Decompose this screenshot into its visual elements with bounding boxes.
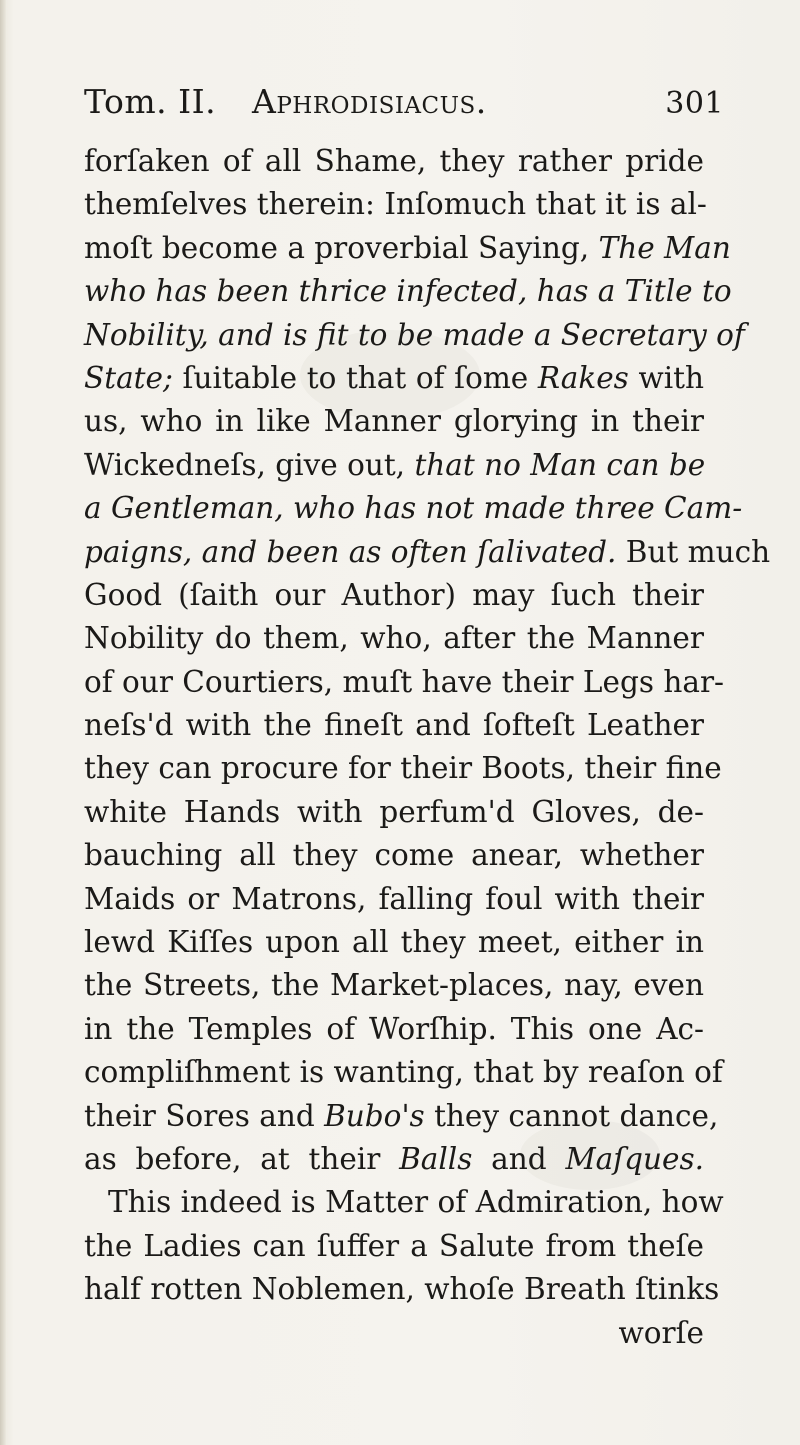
text-line <box>84 444 704 487</box>
italic-text-run: Rakes <box>537 360 629 395</box>
text-run: forſaken of all Shame, they rather pride <box>84 144 704 178</box>
text-run: and <box>472 1141 566 1176</box>
text-run: Wickedneſs, give out, <box>84 447 415 482</box>
text-run: themſelves therein: Inſomuch that it is al- <box>84 187 707 222</box>
text-line <box>84 661 725 704</box>
text-run: bauching all they come anear, whether <box>84 838 704 873</box>
text-run: us, who in like Manner glorying in their <box>84 404 704 439</box>
text-line <box>84 400 704 443</box>
text-line <box>84 1095 719 1138</box>
text-run: of our Courtiers, muſt have their Legs har- <box>84 664 725 699</box>
text-run: compliſhment is wanting, that by reaſon of <box>84 1055 723 1090</box>
text-line <box>84 270 732 313</box>
text-run: the Ladies can ſuffer a Salute from theſe <box>84 1228 704 1263</box>
text-line <box>84 574 704 617</box>
text-line <box>84 1312 704 1355</box>
italic-text-run: The Man <box>598 230 731 265</box>
text-run: neſs'd with the fineſt and ſofteſt Leather <box>84 708 704 743</box>
text-run: half rotten Noblemen, whoſe Breath ſtinks <box>84 1272 720 1307</box>
text-line <box>84 487 743 530</box>
italic-text-run: Nobility, and is fit to be made a Secretary of <box>84 317 745 352</box>
text-line <box>84 617 704 660</box>
text-line <box>84 747 722 790</box>
text-run: they can procure for their Boots, their fine <box>84 751 722 786</box>
italic-text-run: paigns, and been as often ſalivated. <box>84 534 617 569</box>
text-line <box>84 531 771 574</box>
italic-text-run: who has been thrice infected, has a Title to <box>84 274 732 309</box>
text-line <box>84 1268 720 1311</box>
text-line <box>84 1051 723 1094</box>
text-line <box>84 140 704 183</box>
text-line <box>84 227 731 270</box>
italic-text-run: State; <box>84 360 173 395</box>
text-line <box>84 357 704 400</box>
text-run: in the Temples of Worſhip. This one Ac- <box>84 1011 704 1046</box>
page-number: 301 <box>665 86 724 121</box>
text-run: they cannot dance, <box>424 1098 719 1133</box>
italic-text-run: that no Man can be <box>414 447 706 482</box>
running-header <box>84 82 724 128</box>
text-run: Good (ſaith our Author) may ſuch their <box>84 577 704 612</box>
text-line <box>84 834 704 877</box>
text-line <box>84 1138 704 1181</box>
text-run: the Streets, the Market-places, nay, even <box>84 968 704 1003</box>
text-run: lewd Kiſſes upon all they meet, either in <box>84 925 704 960</box>
text-run: ſuitable to that of ſome <box>172 360 538 395</box>
italic-text-run: a Gentleman, who has not made three Cam- <box>84 491 743 526</box>
text-run: Maids or Matrons, falling foul with their <box>84 881 704 916</box>
text-run: white Hands with perfum'd Gloves, de- <box>84 794 704 829</box>
text-run: Nobility do them, who, after the Manner <box>84 621 704 656</box>
text-line <box>84 964 704 1007</box>
italic-text-run: Balls <box>399 1141 473 1176</box>
text-line <box>84 314 745 357</box>
body-text <box>84 140 771 1355</box>
text-line <box>84 791 704 834</box>
text-line <box>84 704 704 747</box>
volume-label: Tom. II. <box>84 82 217 121</box>
text-run: their Sores and <box>84 1098 325 1133</box>
text-run: worſe <box>618 1315 704 1350</box>
text-line <box>84 921 704 964</box>
text-run: moſt become a proverbial Saying, <box>84 230 599 265</box>
text-line <box>84 1181 724 1224</box>
text-line <box>84 1225 704 1268</box>
running-title: Aphrodisiacus. <box>252 82 487 121</box>
text-run: This indeed is Matter of Admiration, how <box>108 1185 724 1220</box>
page-gutter-edge <box>0 0 6 1445</box>
text-run: as before, at their <box>84 1141 400 1176</box>
text-line <box>84 878 704 921</box>
italic-text-run: Maſques. <box>565 1141 705 1176</box>
text-line <box>84 183 707 226</box>
text-run: But much <box>616 534 771 569</box>
italic-text-run: Bubo's <box>324 1098 425 1133</box>
text-line <box>84 1008 704 1051</box>
text-run: with <box>628 360 704 395</box>
